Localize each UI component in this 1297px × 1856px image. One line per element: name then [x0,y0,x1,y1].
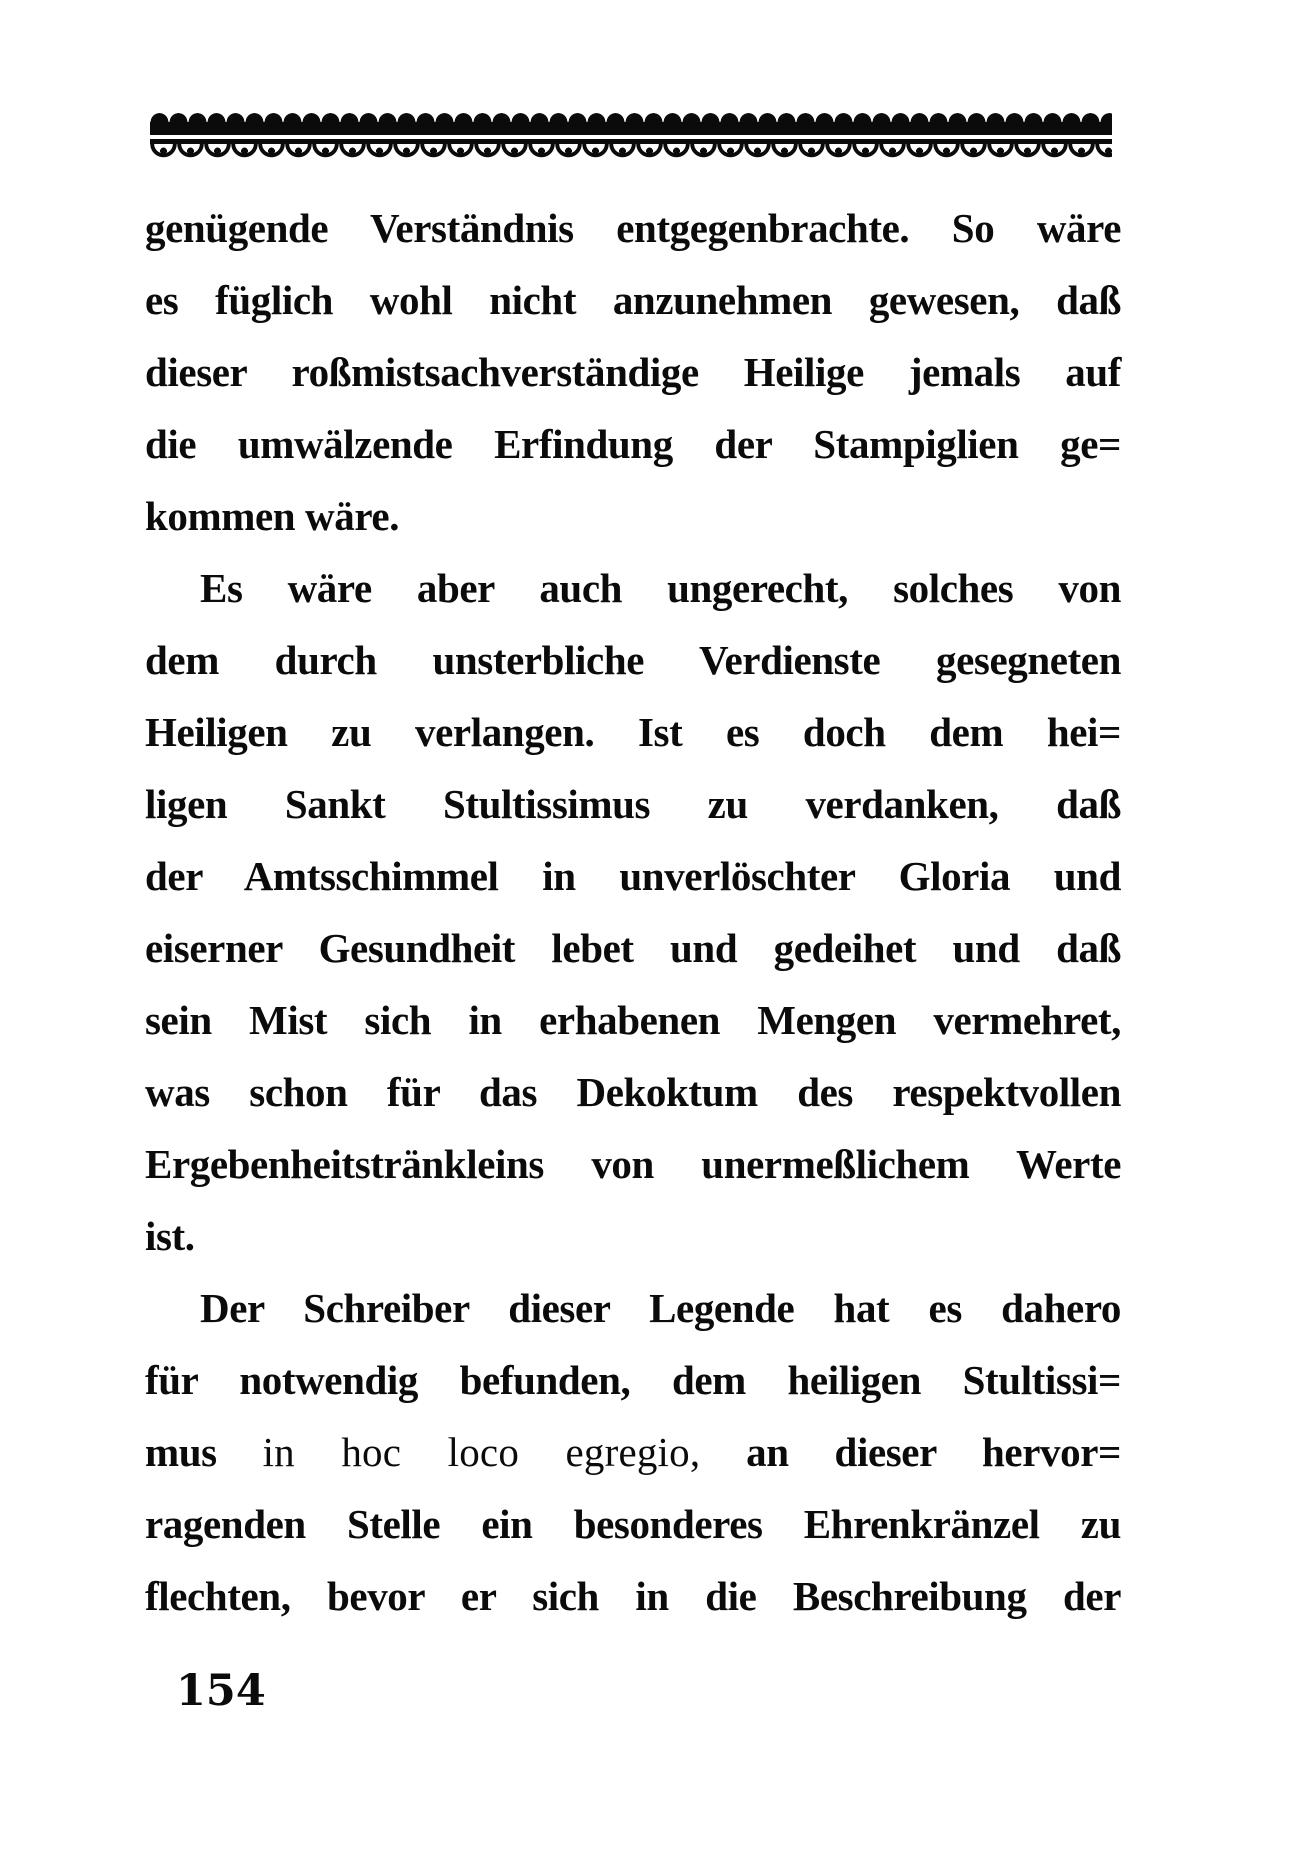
text-line [145,336,1121,408]
body-text-segment: Es wäre aber auch ungerecht, solches von [200,565,1121,611]
text-line [145,984,1121,1056]
body-text-segment: was schon für das Dekoktum des respektvollen [145,1069,1121,1115]
ornament-scallop-row [150,144,1112,168]
ornament-zigzag-row [150,108,1112,122]
text-line [145,1128,1121,1200]
text-line [145,264,1121,336]
text-line [145,480,1121,552]
body-text-segment: dem durch unsterbliche Verdienste gesegneten [145,637,1121,683]
text-line [145,1056,1121,1128]
body-text-segment: eiserner Gesundheit lebet und gedeihet und daß [145,925,1121,971]
body-text-segment: Heiligen zu verlangen. Ist es doch dem hei= [145,709,1121,755]
latin-phrase: in hoc loco egregio, [262,1429,701,1475]
text-line [145,1272,1121,1344]
body-text-segment: genügende Verständnis entgegenbrachte. So wäre [145,205,1121,251]
text-line [145,624,1121,696]
text-line [145,552,1121,624]
page-number: 154 [176,1666,266,1716]
text-line [145,768,1121,840]
text-line [145,408,1121,480]
text-line [145,1200,1121,1272]
body-text-segment: ist. [145,1213,195,1259]
header-ornament [150,108,1112,168]
body-text-segment: kommen wäre. [145,493,400,539]
body-text-segment: ragenden Stelle ein besonderes Ehrenkränzel zu [145,1501,1121,1547]
text-line [145,192,1121,264]
text-line [145,1416,1121,1488]
body-text [145,192,1121,1632]
text-line [145,1344,1121,1416]
body-text-segment: dieser roßmistsachverständige Heilige jemals auf [145,349,1121,395]
body-text-segment: die umwälzende Erfindung der Stampiglien ge= [145,421,1121,467]
text-line [145,1488,1121,1560]
body-text-segment: sein Mist sich in erhabenen Mengen vermehret, [145,997,1121,1043]
body-text-segment: an dieser hervor= [700,1429,1121,1475]
body-text-segment: der Amtsschimmel in unverlöschter Gloria und [145,853,1121,899]
body-text-segment: Ergebenheitstränkleins von unermeßlichem Werte [145,1141,1121,1187]
body-text-segment: Der Schreiber dieser Legende hat es dahero [200,1285,1121,1331]
text-line [145,840,1121,912]
text-line [145,696,1121,768]
body-text-segment: mus [145,1429,263,1475]
body-text-segment: für notwendig befunden, dem heiligen Stultissi= [145,1357,1121,1403]
body-text-segment: ligen Sankt Stultissimus zu verdanken, daß [145,781,1121,827]
body-text-segment: es füglich wohl nicht anzunehmen gewesen, daß [145,277,1121,323]
body-text-segment: flechten, bevor er sich in die Beschreibung der [145,1573,1121,1619]
text-line [145,1560,1121,1632]
text-line [145,912,1121,984]
ornament-thick-bar [150,122,1112,135]
